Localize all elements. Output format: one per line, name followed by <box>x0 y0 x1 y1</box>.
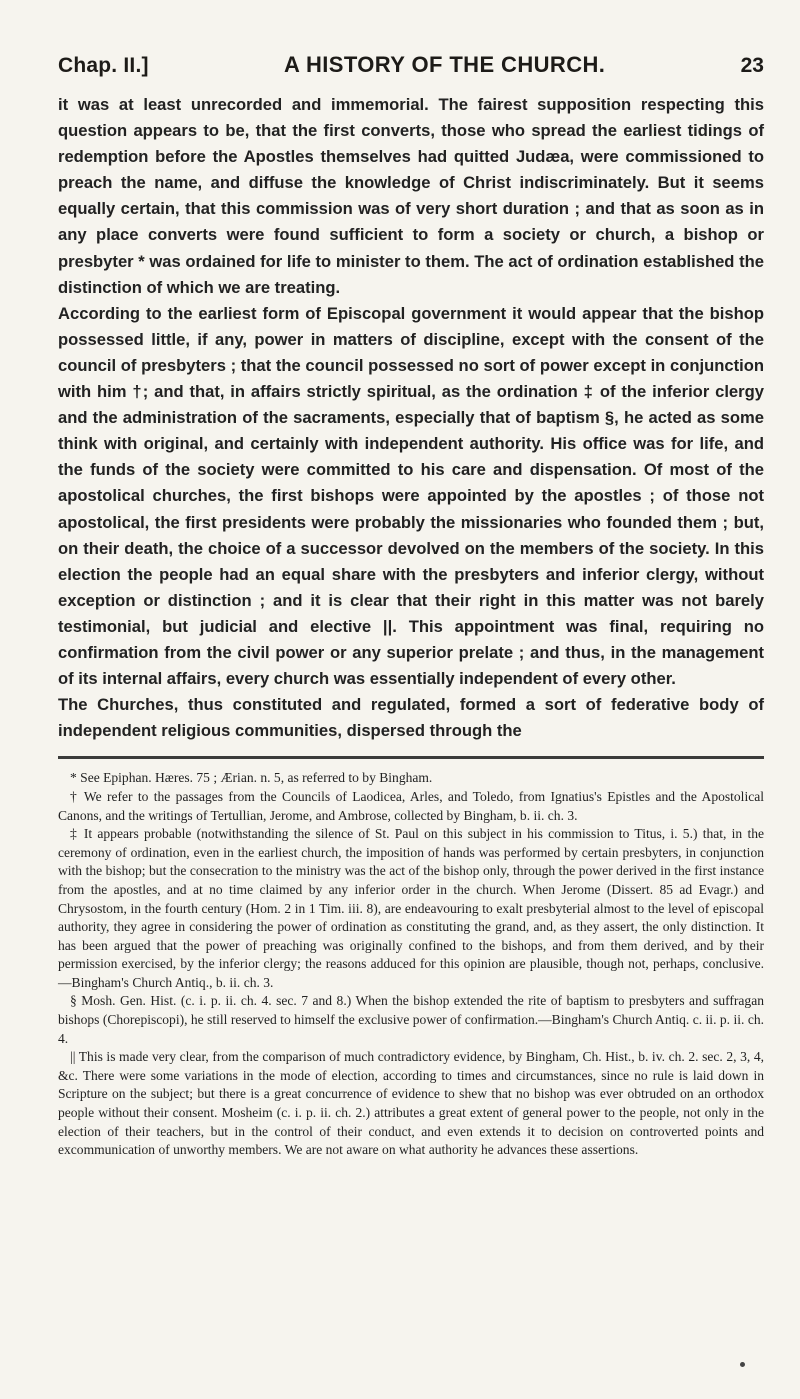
paragraph: According to the earliest form of Episcopal government it would appear that the bishop possessed little, if any, power in matters of discipline, except with the consent of the council of presbyters ; that the council possessed no sort of power except in conjunction with him †; and that, in affairs strictly spiritual, as the ordination ‡ of the inferior clergy and the administration of the sacraments, especially that of baptism §, he acted as some think with original, and certainly with independent authority. His office was for life, and the funds of the society were committed to his care and dispensation. Of most of the apostolical churches, the first bishops were appointed by the apostles ; of those not apostolical, the first presidents were probably the missionaries who founded them ; but, on their death, the choice of a successor devolved on the members of the society. In this election the people had an equal share with the presbyters and inferior clergy, without exception or distinction ; and it is clear that their right in this matter was not barely testimonial, but judicial and elective ||. This appointment was final, requiring no confirmation from the civil power or any superior prelate ; and thus, in the management of its internal affairs, every church was essentially independent of every other. <box>58 303 764 689</box>
footnote: † We refer to the passages from the Councils of Laodicea, Arles, and Toledo, from Ignatius's Epistles and the Apostolical Canons, and the writings of Tertullian, Jerome, and Ambrose, collected by Bingham, b. ii. ch. 3. <box>58 788 764 823</box>
footnote: § Mosh. Gen. Hist. (c. i. p. ii. ch. 4. sec. 7 and 8.) When the bishop extended the rite of baptism to presbyters and suffragan bishops (Chorepiscopi), he still reserved to himself the exclusive power of confirmation.—Bingham's Church Antiq. c. ii. p. ii. ch. 4. <box>58 993 764 1046</box>
main-text <box>58 92 764 744</box>
page-number: 23 <box>740 54 764 77</box>
running-title: A HISTORY OF THE CHURCH. <box>284 52 606 77</box>
paragraph: The Churches, thus constituted and regulated, formed a sort of federative body of independent religious communities, dispersed through the <box>58 695 764 741</box>
footnote: * See Epiphan. Hæres. 75 ; Ærian. n. 5, as referred to by Bingham. <box>70 770 433 786</box>
running-header <box>58 52 764 92</box>
footnote: ‡ It appears probable (notwithstanding the silence of St. Paul on this subject in his commission to Titus, i. 5.) that, in the ceremony of ordination, even in the earliest church, the imposition of hands was performed by certain presbyters, in conjunction with the bishop; but the consecration to the ministry was the act of the bishop only, through the power derived in the first instance from the apostles, and at no time claimed by any inferior order in the church. When Jerome (Dissert. 85 ad Evagr.) and Chrysostom, in the fourth century (Hom. 2 in 1 Tim. iii. 8), are endeavouring to exalt presbyterial almost to the level of episcopal authority, they agree in considering the power of ordination as constituting the grand, and, as they assert, the only distinction. It has been argued that the power of preaching was originally confined to the bishops, and from them derived, and by their permission exercised, by the inferior clergy; the reasons adduced for this opinion are plausible, though not, perhaps, conclusive.—Bingham's Church Antiq., b. ii. ch. 3. <box>58 826 764 990</box>
ink-speck <box>740 1362 745 1367</box>
footnotes <box>58 769 764 1159</box>
footnote: || This is made very clear, from the comparison of much contradictory evidence, by Bingham, Ch. Hist., b. iv. ch. 2. sec. 2, 3, 4, &c. There were some variations in the mode of election, according to times and circumstances, since no rule is laid down in Scripture on the subject; but there is a great concurrence of evidence to shew that no bishop was ever obtruded on an orthodox people without their consent. Mosheim (c. i. p. ii. ch. 2.) attributes a great extent of general power to the people, not only in the election of their teachers, but in the control of their conduct, and even extends it to decision on controverted points and excommunication of unworthy members. We are not aware on what authority he advances these assertions. <box>58 1049 764 1158</box>
paragraph: it was at least unrecorded and immemorial. The fairest supposition respecting this question appears to be, that the first converts, those who spread the earliest tidings of redemption before the Apostles themselves had quitted Judæa, were commissioned to preach the name, and diffuse the knowledge of Christ indiscriminately. But it seems equally certain, that this commission was of very short duration ; and that as soon as in any place converts were found sufficient to form a society or church, a bishop or presbyter * was ordained for life to minister to them. The act of ordination established the distinction of which we are treating. <box>58 95 764 297</box>
footnote-divider <box>58 756 764 759</box>
chapter-label: Chap. II.] <box>58 54 149 77</box>
